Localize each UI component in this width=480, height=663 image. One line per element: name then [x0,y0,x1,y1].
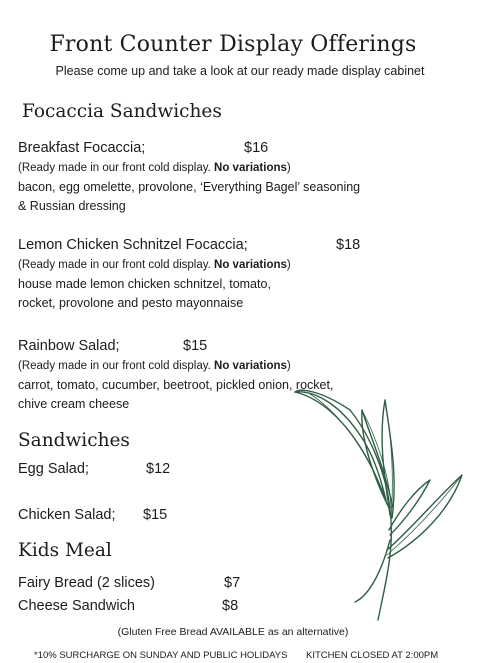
menu-item-name: Breakfast Focaccia; [18,140,146,156]
menu-item-name: Egg Salad; [18,461,89,477]
kitchen-hours-footer: KITCHEN CLOSED AT 2:00PM [306,650,439,661]
page-title: Front Counter Display Offerings [49,32,417,57]
menu-item-name: Rainbow Salad; [18,338,120,354]
menu-item-price: $7 [224,575,241,591]
menu-item-description: carrot, tomato, cucumber, beetroot, pickled onion, rocket, [18,378,334,392]
menu-item-name: Cheese Sandwich [18,598,135,614]
menu-item-description: bacon, egg omelette, provolone, ‘Everything Bagel’ seasoning [18,180,361,194]
section-heading-kids-meal: Kids Meal [18,540,112,561]
menu-item-price: $15 [143,507,168,523]
menu-item-description: rocket, provolone and pesto mayonnaise [18,296,244,310]
menu-item-price: $12 [146,461,171,477]
menu-item-price: $18 [336,237,361,253]
gluten-free-note: (Gluten Free Bread AVAILABLE as an alternative) [117,626,349,638]
menu-item-name: Lemon Chicken Schnitzel Focaccia; [18,237,248,253]
menu-item-description: & Russian dressing [18,199,126,213]
menu-item-name: Chicken Salad; [18,507,116,523]
menu-item-note: (Ready made in our front cold display. No variations) [18,360,291,372]
menu-item-description: chive cream cheese [18,397,130,411]
section-heading-sandwiches: Sandwiches [18,430,130,451]
menu-item-price: $8 [222,598,239,614]
leaf-branch-icon [290,380,470,625]
menu-item-name: Fairy Bread (2 slices) [18,575,155,591]
menu-item-note: (Ready made in our front cold display. No variations) [18,162,291,174]
menu-item-price: $16 [244,140,269,156]
surcharge-footer: *10% SURCHARGE ON SUNDAY AND PUBLIC HOLIDAYS [34,650,288,661]
menu-item-description: house made lemon chicken schnitzel, tomato, [18,277,271,291]
menu-item-price: $15 [183,338,208,354]
section-heading-focaccia: Focaccia Sandwiches [22,101,222,122]
page-subtitle: Please come up and take a look at our ready made display cabinet [55,64,425,78]
menu-item-note: (Ready made in our front cold display. No variations) [18,259,291,271]
